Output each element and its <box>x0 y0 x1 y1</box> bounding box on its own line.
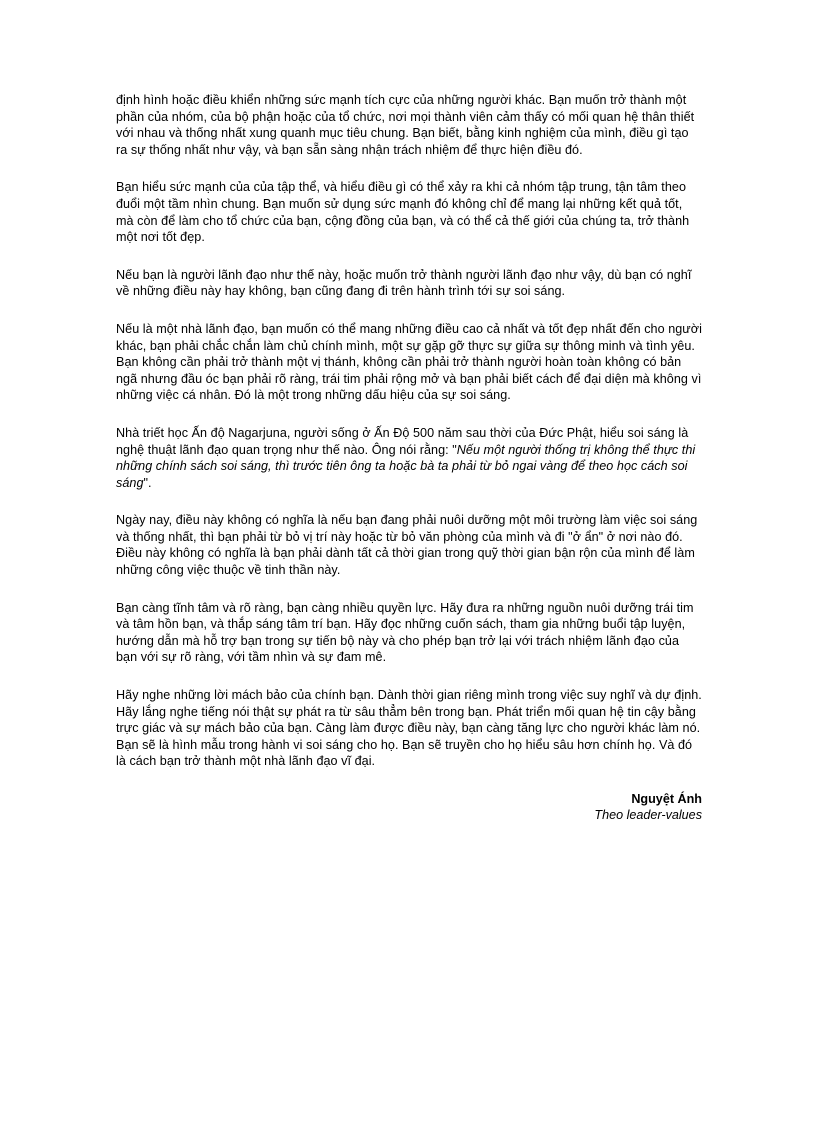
author-name: Nguyệt Ánh <box>631 792 702 806</box>
quote-paragraph <box>116 425 702 491</box>
body-paragraph: Ngày nay, điều này không có nghĩa là nếu bạn đang phải nuôi dưỡng một môi trường làm việc soi sáng và thống nhất, thì bạn phải từ bỏ vị trí này hoặc từ bỏ văn phòng của mình và đi "ở ẩn" ở nơi nào đó. Điều này không có nghĩa là bạn phải dành tất cả thời gian trong quỹ thời gian bận rộn của mình để làm những công việc thuộc về tinh thần này. <box>116 513 698 578</box>
signature-block <box>116 791 702 823</box>
document-page <box>116 92 702 823</box>
nagarjuna-quote: Nếu một người thống trị không thể thực thi những chính sách soi sáng, thì trước tiên ông ta hoặc bà ta phải từ bỏ ngai vàng để theo học cách soi sáng <box>116 442 696 490</box>
body-paragraph: Hãy nghe những lời mách bảo của chính bạn. Dành thời gian riêng mình trong việc suy nghĩ và dự định. Hãy lắng nghe tiếng nói thật sự phát ra từ sâu thẳm bên trong bạn. Phát triển mối quan hệ tin cậy bằng trực giác và sự mách bảo của bạn. Càng làm được điều này, bạn càng tăng lực cho người khác làm nó. Bạn sẽ là hình mẫu trong hành vi soi sáng cho họ. Bạn sẽ truyền cho họ hiểu sâu hơn chính họ. Và đó là cách bạn trở thành một nhà lãnh đạo vĩ đại. <box>116 688 702 769</box>
quote-closing-text: ". <box>143 475 152 490</box>
quote-intro-text: Nhà triết học Ấn độ Nagarjuna, người sống ở Ấn Độ 500 năm sau thời của Đức Phật, hiểu soi sáng là nghệ thuật lãnh đạo quan trọng như thế nào. Ông nói rằng: " <box>116 425 689 457</box>
source-credit: Theo leader-values <box>594 808 702 822</box>
body-paragraph: Bạn càng tĩnh tâm và rõ ràng, bạn càng nhiều quyền lực. Hãy đưa ra những nguồn nuôi dưỡng trái tim và tâm hồn bạn, và thắp sáng tâm trí bạn. Hãy đọc những cuốn sách, tham gia những buổi tập luyện, hướng dẫn mà hỗ trợ bạn trong sự tiến bộ này và cho phép bạn trở lại với trách nhiệm lãnh đạo của bạn với sự rõ ràng, với tầm nhìn và sự đam mê. <box>116 600 694 665</box>
body-paragraph: Nếu là một nhà lãnh đạo, bạn muốn có thể mang những điều cao cả nhất và tốt đẹp nhất đến cho người khác, bạn phải chắc chắn làm chủ chính mình, một sự gặp gỡ thực sự giữa sự thông minh và tình yêu. Bạn không cần phải trở thành một vị thánh, không cần phải trở thành người hoàn toàn không có bản ngã nhưng đầu óc bạn phải rõ ràng, trái tim phải rộng mở và bạn phải biết cách để đại diện mà không vì những việc cá nhân. Đó là một trong những dấu hiệu của sự soi sáng. <box>116 321 702 403</box>
body-paragraph: Bạn hiểu sức mạnh của của tập thể, và hiểu điều gì có thể xảy ra khi cả nhóm tập trung, tận tâm theo đuổi một tầm nhìn chung. Bạn muốn sử dụng sức mạnh đó không chỉ để mang lại những kết quả tốt, mà còn để làm cho tổ chức của bạn, cộng đồng của bạn, và có thể cả thế giới của chúng ta, trở thành một nơi tốt đẹp. <box>116 180 690 245</box>
body-paragraph: Nếu bạn là người lãnh đạo như thế này, hoặc muốn trở thành người lãnh đạo như vậy, dù bạn có nghĩ về những điều này hay không, bạn cũng đang đi trên hành trình tới sự soi sáng. <box>116 267 692 299</box>
body-paragraph: định hình hoặc điều khiển những sức mạnh tích cực của những người khác. Bạn muốn trở thành một phần của nhóm, của bộ phận hoặc của tổ chức, nơi mọi thành viên cảm thấy có mối quan hệ thân thiết với nhau và thống nhất xung quanh mục tiêu chung. Bạn biết, bằng kinh nghiệm của mình, điều gì tạo ra sự thống nhất như vậy, và bạn sẵn sàng nhận trách nhiệm để thực hiện điều đó. <box>116 93 695 157</box>
